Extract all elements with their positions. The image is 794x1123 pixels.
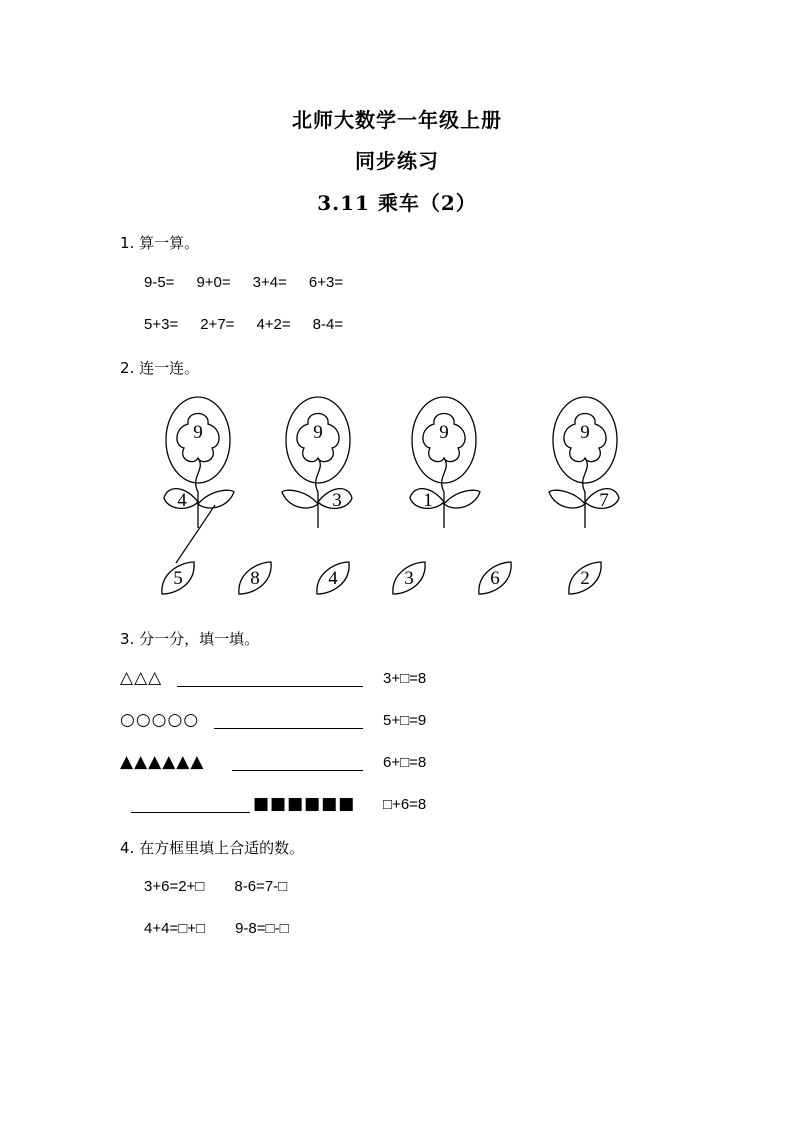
question-4-label: 4. 在方框里填上合适的数。 xyxy=(120,839,305,857)
q1-problem: 4+2= xyxy=(256,316,291,333)
flower-4 xyxy=(549,397,619,528)
flower-leaf-number: 1 xyxy=(423,490,433,511)
q3-symbols-circles: ○○○○○ xyxy=(120,710,200,730)
q1-problem: 3+4= xyxy=(252,274,287,291)
flower-center-number: 9 xyxy=(580,422,590,443)
q4-problem: 8-6=7-□ xyxy=(234,878,288,895)
worksheet-title: 北师大数学一年级上册 xyxy=(292,108,502,132)
q4-row-2 xyxy=(144,920,319,937)
q3-answer-line[interactable] xyxy=(232,770,363,771)
flower-leaf-number: 4 xyxy=(177,490,187,511)
flower-center-number: 9 xyxy=(439,422,449,443)
flower-3 xyxy=(410,397,480,528)
question-2-label: 2. 连一连。 xyxy=(120,359,200,377)
q3-equation: 5+□=9 xyxy=(383,712,427,729)
leaf-number: 6 xyxy=(490,568,500,589)
leaf-number: 4 xyxy=(328,568,338,589)
q4-problem: 4+4=□+□ xyxy=(144,920,206,937)
q3-symbols-squares: ■■■■■■ xyxy=(253,794,356,814)
q3-answer-line[interactable] xyxy=(214,728,363,729)
leaf-number: 5 xyxy=(173,568,183,589)
lesson-title: 3.11 乘车（2） xyxy=(317,191,477,215)
q3-equation: 6+□=8 xyxy=(383,754,427,771)
leaf-option-1[interactable] xyxy=(162,562,194,594)
q3-equation: □+6=8 xyxy=(383,796,427,813)
q1-problem: 5+3= xyxy=(144,316,179,333)
q1-problem: 9+0= xyxy=(196,274,231,291)
leaf-number: 2 xyxy=(580,568,590,589)
leaf-option-3[interactable] xyxy=(317,562,349,594)
question-1-label: 1. 算一算。 xyxy=(120,234,200,252)
flower-leaf-number: 7 xyxy=(599,490,609,511)
q1-problem: 9-5= xyxy=(144,274,175,291)
leaf-option-4[interactable] xyxy=(393,562,425,594)
q1-problem: 6+3= xyxy=(308,274,344,291)
worksheet-subtitle: 同步练习 xyxy=(355,149,439,173)
leaf-option-5[interactable] xyxy=(479,562,511,594)
q1-problem: 2+7= xyxy=(200,316,235,333)
example-connect-line xyxy=(176,505,215,563)
q3-answer-line[interactable] xyxy=(131,812,250,813)
q4-row-1 xyxy=(144,878,317,895)
leaf-number: 3 xyxy=(404,568,414,589)
q3-equation: 3+□=8 xyxy=(383,670,427,687)
leaf-option-2[interactable] xyxy=(239,562,271,594)
q3-symbols-triangles: △△△ xyxy=(120,668,163,688)
flower-1 xyxy=(164,397,234,528)
flower-center-number: 9 xyxy=(313,422,323,443)
flower-leaf-number: 3 xyxy=(332,490,342,511)
leaf-number: 8 xyxy=(250,568,260,589)
q4-problem: 3+6=2+□ xyxy=(144,878,205,895)
question-3-label: 3. 分一分，填一填。 xyxy=(120,630,260,648)
flower-center-number: 9 xyxy=(193,422,203,443)
q3-answer-line[interactable] xyxy=(177,686,363,687)
q1-problem: 8-4= xyxy=(312,316,344,333)
flower-2 xyxy=(282,397,352,528)
q4-problem: 9-8=□-□ xyxy=(235,920,289,937)
leaf-option-6[interactable] xyxy=(569,562,601,594)
q3-symbols-filled-triangles: ▲▲▲▲▲▲ xyxy=(120,752,205,772)
